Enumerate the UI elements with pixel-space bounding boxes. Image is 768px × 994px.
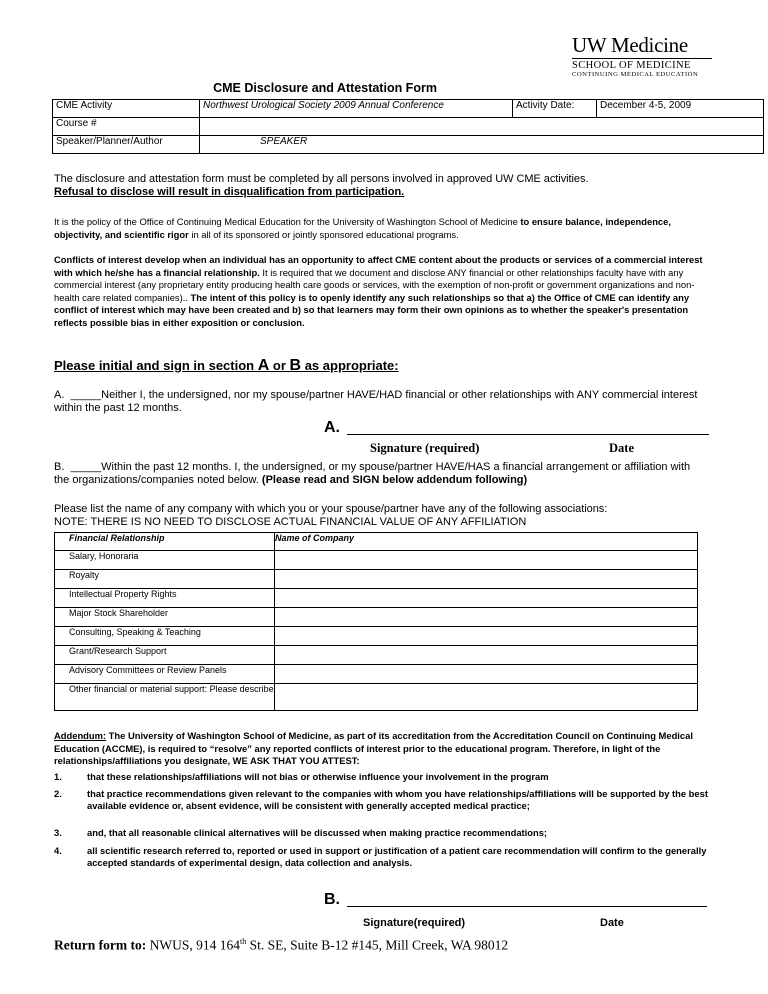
activity-date-label: Activity Date:: [513, 100, 597, 118]
company-input[interactable]: [275, 627, 698, 646]
company-input[interactable]: [275, 608, 698, 627]
uw-medicine-logo: [572, 34, 712, 79]
course-value[interactable]: [200, 118, 764, 136]
role-value[interactable]: SPEAKER: [200, 136, 764, 154]
return-address: [54, 937, 508, 954]
return-address-sup: th: [239, 937, 247, 946]
option-b-label: B.: [54, 461, 65, 473]
sig-a-date-label: Date: [609, 441, 634, 455]
row-label: Intellectual Property Rights: [55, 589, 275, 608]
activity-date-value[interactable]: December 4-5, 2009: [597, 100, 764, 118]
sig-b-letter: B.: [324, 891, 340, 908]
return-label: Return form to:: [54, 937, 147, 953]
instruction-b: B: [289, 357, 302, 374]
option-b-text[interactable]: [54, 461, 704, 486]
header-financial-relationship: Financial Relationship: [55, 533, 275, 551]
row-label: Grant/Research Support: [55, 646, 275, 665]
row-label: Major Stock Shareholder: [55, 608, 275, 627]
addendum-item-num: 1.: [54, 771, 62, 782]
option-b-body: _____Within the past 12 months. I, the undersigned, or my spouse/partner HAVE/HAS a financial arrangement or affiliation with the organizations/companies noted below.: [54, 461, 691, 486]
addendum-item-text: all scientific research referred to, reported or used in support or justification of a patient care recommendation will confirm to the generally accepted standards of experimental design, data collection and analysis.: [87, 845, 707, 868]
list-intro: [54, 503, 714, 528]
company-input[interactable]: [275, 570, 698, 589]
instruction-text-2: as appropriate:: [301, 358, 399, 373]
list-intro-line-2: NOTE: THERE IS NO NEED TO DISCLOSE ACTUAL FINANCIAL VALUE OF ANY AFFILIATION: [54, 515, 527, 528]
company-input[interactable]: [275, 589, 698, 608]
company-input[interactable]: [275, 551, 698, 570]
return-address-1: NWUS, 914 164: [146, 937, 240, 953]
role-label: Speaker/Planner/Author: [53, 136, 200, 154]
row-label: Salary, Honoraria: [55, 551, 275, 570]
instruction-a: A: [257, 357, 270, 374]
policy-text-3: in all of its sponsored or jointly sponsored educational programs.: [188, 228, 459, 240]
intro-line-2: Refusal to disclose will result in disqualification from participation.: [54, 185, 405, 198]
option-a-label: A.: [54, 389, 65, 401]
intro-line-1: The disclosure and attestation form must be completed by all persons involved in approved UW CME activities.: [54, 173, 589, 185]
row-label: Advisory Committees or Review Panels: [55, 665, 275, 684]
activity-info-table: [52, 99, 764, 154]
cme-activity-value[interactable]: Northwest Urological Society 2009 Annual Conference: [200, 100, 513, 118]
addendum-item-num: 4.: [54, 845, 62, 856]
policy-text-1: It is the policy of the Office of Continuing Medical Education for the University of Washington School of Medicine: [54, 216, 521, 227]
logo-main-text: UW Medicine: [572, 33, 688, 57]
sig-b-signature-label: Signature(required): [363, 917, 466, 929]
logo-school-text: SCHOOL OF MEDICINE: [572, 58, 712, 71]
row-label: Royalty: [55, 570, 275, 589]
company-input[interactable]: [275, 684, 698, 711]
addendum-item-text: that these relationships/affiliations will not bias or otherwise influence your involvement in the program: [87, 771, 549, 782]
conflicts-text-1: Conflicts of interest develop when an individual has an opportunity to affect CME content about the products or services of a commercial interest with which he/she has a financial relationship.: [54, 254, 703, 278]
form-title: CME Disclosure and Attestation Form: [213, 81, 437, 95]
instruction-text-1: Please initial and sign in section: [54, 358, 258, 373]
cme-activity-label: CME Activity: [53, 100, 200, 118]
course-label: Course #: [53, 118, 200, 136]
intro-paragraph: [54, 173, 714, 198]
logo-cme-text: CONTINUING MEDICAL EDUCATION: [572, 71, 699, 78]
company-input[interactable]: [275, 646, 698, 665]
instruction-heading: [54, 357, 399, 375]
row-label: Consulting, Speaking & Teaching: [55, 627, 275, 646]
sig-a-letter: A.: [324, 419, 340, 436]
option-a-body: _____Neither I, the undersigned, nor my spouse/partner HAVE/HAD financial or other relationships with ANY commercial interest within the past 12 months.: [54, 389, 698, 414]
sig-a-signature-label: Signature (required): [370, 441, 480, 455]
list-intro-line-1: Please list the name of any company with which you or your spouse/partner have any of the following associations:: [54, 503, 608, 515]
financial-relationship-table: [54, 532, 698, 711]
conflicts-text-3: The intent of this policy is to openly identify any such relationships so that a) the Office of CME can identify any conflict of interest which may have been created and b) so that learners may form their own opinions as to whether the speaker's presentation reflects possible bias in either exposition or conclusion.: [54, 291, 690, 328]
addendum-paragraph: [54, 730, 714, 768]
sig-b-date-label: Date: [600, 917, 624, 929]
conflicts-text-2: It is required that we document and disclose ANY financial or other relationships faculty have with any commercial interest (any proprietary entity producing health care goods or services, with the exemption of non-profit or government organizations and non-health care related companies)..: [54, 266, 695, 303]
header-company: Name of Company: [275, 533, 698, 551]
sig-b-line[interactable]: [347, 906, 707, 907]
addendum-item-text: that practice recommendations given relevant to the companies with whom you have relationships/affiliations will be supported by the best available evidence or, absent evidence, will be consistent with generally accepted medical practice;: [87, 788, 708, 811]
instruction-or: or: [269, 358, 290, 373]
addendum-item-num: 2.: [54, 788, 62, 799]
sig-a-line[interactable]: [347, 434, 709, 435]
option-a-text[interactable]: [54, 389, 704, 414]
policy-text-2: to ensure balance, independence, objectivity, and scientific rigor: [54, 216, 671, 240]
conflicts-paragraph: [54, 254, 714, 329]
option-b-bold: (Please read and SIGN below addendum following): [258, 473, 528, 486]
row-label: Other financial or material support: Please describe: [55, 684, 275, 711]
return-address-2: St. SE, Suite B-12 #145, Mill Creek, WA 98012: [246, 937, 509, 953]
addendum-text: The University of Washington School of Medicine, as part of its accreditation from the Accreditation Council on Continuing Medical Education (ACCME), is required to “resolve” any reported conflicts of interest prior to the educational program. Therefore, in light of the relationships/affiliations you designate, WE ASK THAT YOU ATTEST:: [54, 730, 693, 766]
company-input[interactable]: [275, 665, 698, 684]
policy-paragraph: [54, 216, 714, 241]
addendum-label: Addendum:: [54, 730, 107, 741]
addendum-item-num: 3.: [54, 827, 62, 838]
addendum-item-text: and, that all reasonable clinical alternatives will be discussed when making practice recommendations;: [87, 827, 548, 838]
